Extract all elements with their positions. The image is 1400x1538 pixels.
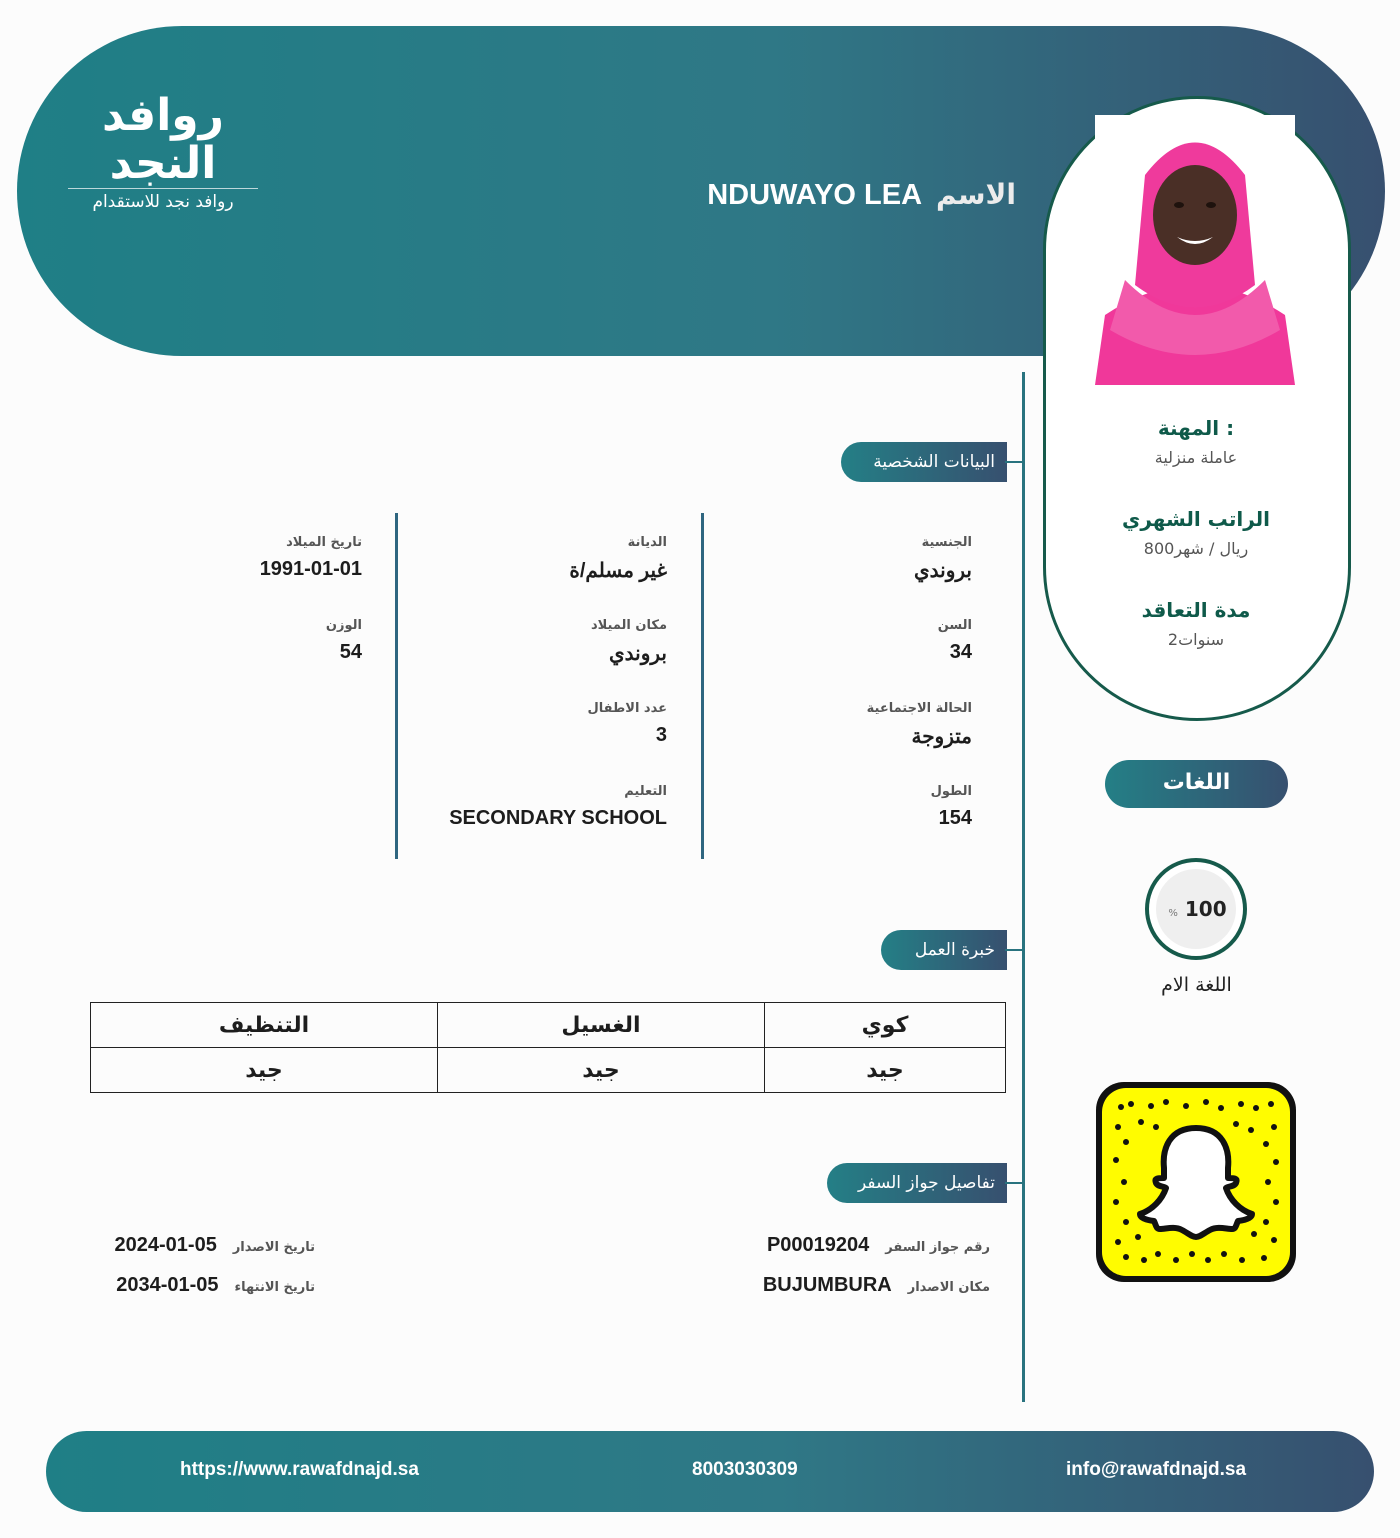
footer-phone[interactable]: 8003030309 <box>692 1459 798 1480</box>
field-value: 1991-01-01 <box>259 558 362 580</box>
skill-header: كوي <box>765 1003 1006 1048</box>
profession-label: المهنة : <box>1157 416 1235 440</box>
logo-mark: روافد النجد <box>102 90 224 189</box>
skill-header: الغسيل <box>438 1003 765 1048</box>
contract-duration <box>1045 598 1347 649</box>
field-height <box>720 784 972 830</box>
field-value: بروندي <box>914 560 972 582</box>
skill-rating: جيد <box>438 1048 765 1093</box>
field-education <box>415 784 667 830</box>
passport-issue-date <box>115 1234 315 1257</box>
field-birthplace <box>415 618 667 666</box>
field-label: التعليم <box>624 784 667 799</box>
skill-rating: جيد <box>765 1048 1006 1093</box>
language-name: اللغة الام <box>1161 974 1232 996</box>
profession-value: عاملة منزلية <box>1154 448 1238 467</box>
field-label: الحالة الاجتماعية <box>866 701 972 716</box>
passport-label: تاريخ الاصدار <box>232 1240 315 1255</box>
field-value: 34 <box>949 641 972 663</box>
field-value: 154 <box>938 807 972 829</box>
name-value: NDUWAYO LEA <box>707 179 923 211</box>
section-connector <box>1005 1182 1024 1184</box>
field-label: تاريخ الميلاد <box>286 535 362 550</box>
experience-section-title: خبرة العمل <box>881 930 1007 970</box>
salary-label: الراتب الشهري <box>1122 507 1270 531</box>
contract-value: 2سنوات <box>1167 630 1225 649</box>
field-label: الطول <box>930 784 972 799</box>
field-value: غير مسلم/ة <box>569 560 667 582</box>
passport-value: P00019204 <box>766 1234 870 1256</box>
passport-expiry-date <box>116 1274 315 1297</box>
field-label: الجنسية <box>921 535 972 550</box>
brand-logo <box>68 90 258 212</box>
languages-title: اللغات <box>1105 760 1288 808</box>
timeline-line <box>1022 372 1025 1402</box>
passport-value: 2034-01-05 <box>116 1274 219 1296</box>
passport-number <box>767 1234 990 1257</box>
field-weight <box>110 618 362 664</box>
field-value: بروندي <box>609 643 667 665</box>
field-value: متزوجة <box>911 726 972 748</box>
worker-name <box>707 178 1016 212</box>
field-label: الوزن <box>325 618 362 633</box>
skill-header: التنظيف <box>91 1003 438 1048</box>
percent-sign: % <box>1168 908 1178 919</box>
personal-section-title: البيانات الشخصية <box>841 442 1007 482</box>
table-row <box>91 1048 1006 1093</box>
field-marital-status <box>720 701 972 749</box>
passport-value: 2024-01-05 <box>114 1234 217 1256</box>
field-label: عدد الاطفال <box>587 701 667 716</box>
snapchat-ghost-icon <box>1096 1082 1296 1282</box>
field-value: SECONDARY SCHOOL <box>449 807 667 829</box>
language-gauge-inner <box>1156 869 1236 949</box>
passport-label: مكان الاصدار <box>907 1280 990 1295</box>
field-label: الديانة <box>627 535 667 550</box>
column-divider <box>395 513 398 859</box>
worker-photo <box>1095 115 1295 385</box>
section-connector <box>1005 949 1024 951</box>
field-children <box>415 701 667 747</box>
passport-label: تاريخ الانتهاء <box>234 1280 315 1295</box>
passport-section-title: تفاصيل جواز السفر <box>827 1163 1007 1203</box>
logo-subtitle: روافد نجد للاستقدام <box>68 188 258 215</box>
field-label: مكان الميلاد <box>590 618 667 633</box>
language-gauge <box>1145 858 1247 960</box>
field-nationality <box>720 535 972 583</box>
snapcode[interactable] <box>1096 1082 1296 1282</box>
profession <box>1045 416 1347 467</box>
passport-issue-place <box>763 1274 990 1297</box>
experience-table <box>90 1002 1006 1093</box>
contract-label: مدة التعاقد <box>1141 598 1251 622</box>
passport-value: BUJUMBURA <box>762 1274 892 1296</box>
section-connector <box>1005 461 1024 463</box>
passport-label: رقم جواز السفر <box>885 1240 990 1255</box>
field-birthdate <box>110 535 362 581</box>
footer-email-link[interactable]: info@rawafdnajd.sa <box>1066 1459 1247 1480</box>
column-divider <box>701 513 704 859</box>
skill-rating: جيد <box>91 1048 438 1093</box>
footer-website-link[interactable]: https://www.rawafdnajd.sa <box>180 1459 419 1480</box>
table-header-row <box>91 1003 1006 1048</box>
field-value: 3 <box>655 724 667 746</box>
field-age <box>720 618 972 664</box>
name-label: الاسم <box>936 178 1016 211</box>
salary <box>1045 507 1347 558</box>
language-percent: 100 <box>1184 897 1227 921</box>
salary-value: 800ريال / شهر <box>1143 539 1249 558</box>
field-label: السن <box>937 618 972 633</box>
field-religion <box>415 535 667 583</box>
field-value: 54 <box>339 641 362 663</box>
